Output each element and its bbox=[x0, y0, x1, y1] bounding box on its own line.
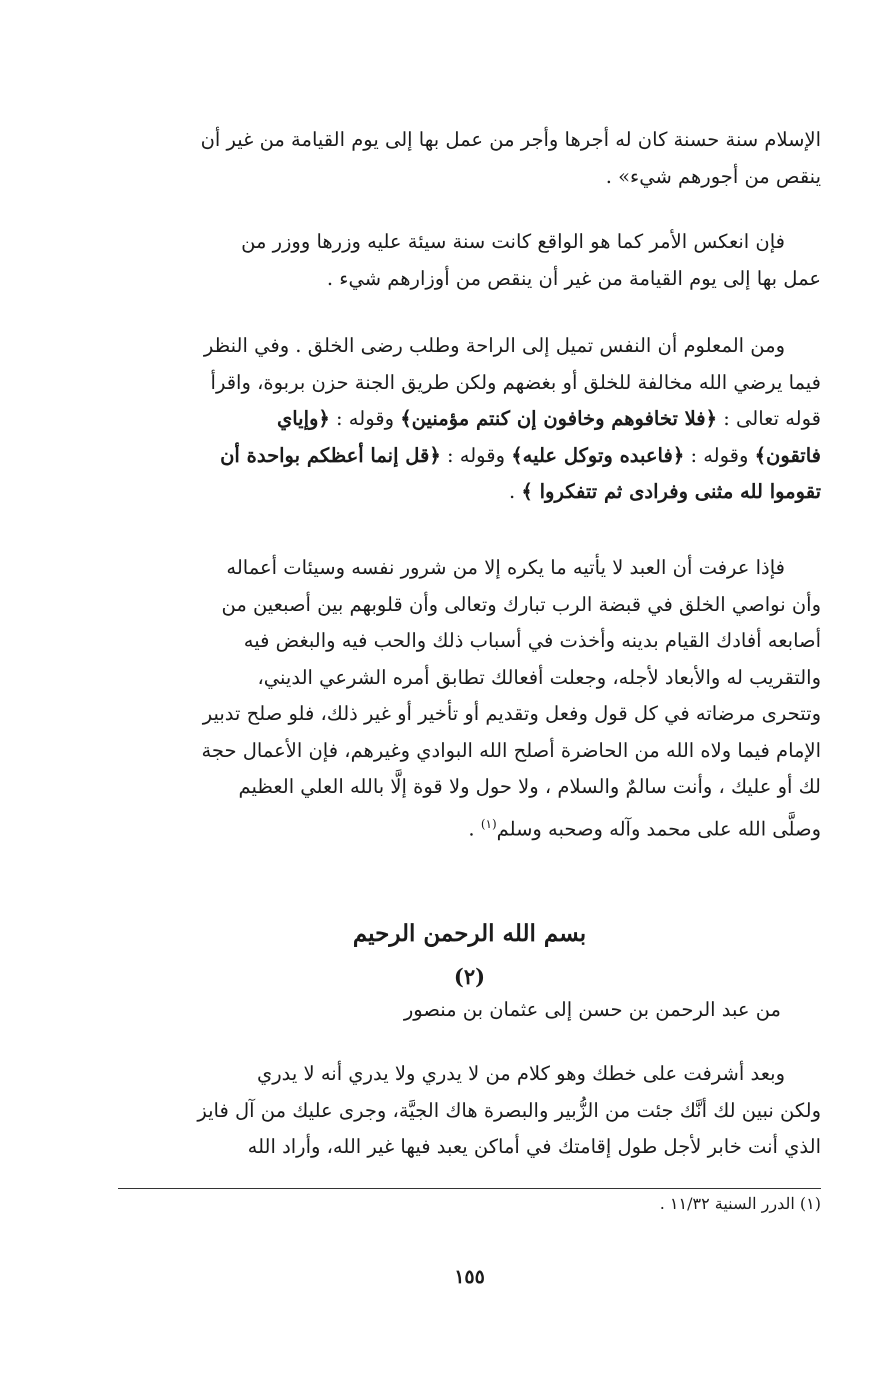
text-line bbox=[118, 401, 821, 438]
footnote: (١) الدرر السنية ١١/٣٢ . bbox=[659, 1194, 821, 1213]
inline-text: وقوله : bbox=[329, 407, 401, 430]
paragraph-4 bbox=[118, 550, 821, 848]
text-line: الإسلام سنة حسنة كان له أجرها وأجر من عمل بها إلى يوم القيامة من غير أن bbox=[200, 128, 821, 151]
footnote-divider bbox=[118, 1188, 821, 1189]
text-line: ينقص من أجورهم شيء» . bbox=[605, 164, 821, 188]
paragraph-1 bbox=[118, 122, 821, 195]
text-line: فإذا عرفت أن العبد لا يأتيه ما يكره إلا من شرور نفسه وسيئات أعماله bbox=[226, 556, 785, 579]
quran-verse: ﴿فلا تخافوهم وخافون إن كنتم مؤمنين﴾ bbox=[400, 407, 718, 430]
text-line: عمل بها إلى يوم القيامة من غير أن ينقص من أوزارهم شيء . bbox=[326, 266, 821, 290]
quran-verse: ﴿فاعبده وتوكل عليه﴾ bbox=[511, 443, 685, 467]
footnote-reference[interactable]: (١) bbox=[480, 816, 497, 831]
text-line: وتتحرى مرضاته في كل قول وفعل وتقديم أو تأخير أو غير ذلك، فلو صلح تدبير bbox=[202, 702, 821, 725]
paragraph-2 bbox=[118, 224, 821, 297]
inline-text: وقوله : bbox=[684, 443, 755, 467]
paragraph-3 bbox=[118, 328, 821, 511]
text-line: لك أو عليك ، وأنت سالمٌ والسلام ، ولا حول ولا قوة إلَّا بالله العلي العظيم bbox=[238, 775, 821, 798]
page-number: ١٥٥ bbox=[454, 1266, 485, 1288]
letter-number: (٢) bbox=[453, 964, 486, 989]
text-line: والتقريب له والأبعاد لأجله، وجعلت أفعالك تطابق أمره الشرعي الديني، bbox=[257, 665, 821, 689]
text-line: أصابعه أفادك القيام بدينه وأخذت في أسباب ذلك والحب فيه والبغض فيه bbox=[243, 629, 821, 652]
quran-verse: ﴿قل إنما أعظكم بواحدة أن bbox=[220, 443, 441, 467]
inline-text: وقوله : bbox=[440, 443, 512, 467]
text-line bbox=[118, 438, 821, 475]
letter-salutation: من عبد الرحمن بن حسن إلى عثمان بن منصور bbox=[403, 998, 781, 1021]
quran-verse: تقوموا لله مثنى وفرادى ثم تتفكروا ﴾ bbox=[521, 480, 821, 503]
paragraph-5 bbox=[118, 1056, 821, 1166]
inline-text: قوله تعالى : bbox=[717, 407, 821, 430]
text-line: الذي أنت خابر لأجل طول إقامتك في أماكن يعبد فيها غير الله، وأراد الله bbox=[247, 1135, 821, 1158]
text-line: الإمام فيما ولاه الله من الحاضرة أصلح الله البوادي وغيرهم، فإن الأعمال حجة bbox=[201, 738, 821, 762]
book-page bbox=[118, 108, 821, 1388]
text-line bbox=[118, 474, 821, 511]
text-line bbox=[118, 806, 821, 848]
text-line: وأن نواصي الخلق في قبضة الرب تبارك وتعالى وأن قلوبهم بين أصبعين من bbox=[221, 592, 821, 616]
quran-verse: ﴿وإياي bbox=[276, 407, 330, 430]
inline-text: . bbox=[509, 480, 522, 503]
text-line: فيما يرضي الله مخالفة للخلق أو بغضهم ولكن طريق الجنة حزن بربوة، واقرأ bbox=[210, 370, 821, 394]
basmala-heading: بسم الله الرحمن الرحيم bbox=[352, 920, 587, 947]
quran-verse: فاتقون﴾ bbox=[754, 443, 821, 467]
text-line: ومن المعلوم أن النفس تميل إلى الراحة وطلب رضى الخلق . وفي النظر bbox=[203, 334, 785, 357]
text-line: ولكن نبين لك أنَّك جئت من الزُّبير والبصرة هاك الجيَّة، وجرى عليك من آل فايز bbox=[197, 1098, 821, 1122]
text-line: فإن انعكس الأمر كما هو الواقع كانت سنة سيئة عليه وزرها ووزر من bbox=[241, 230, 785, 253]
inline-text: وصلَّى الله على محمد وآله وصحبه وسلم bbox=[496, 817, 821, 840]
text-line: وبعد أشرفت على خطك وهو كلام من لا يدري ولا يدري أنه لا يدري bbox=[256, 1062, 785, 1085]
inline-text: . bbox=[468, 817, 481, 840]
